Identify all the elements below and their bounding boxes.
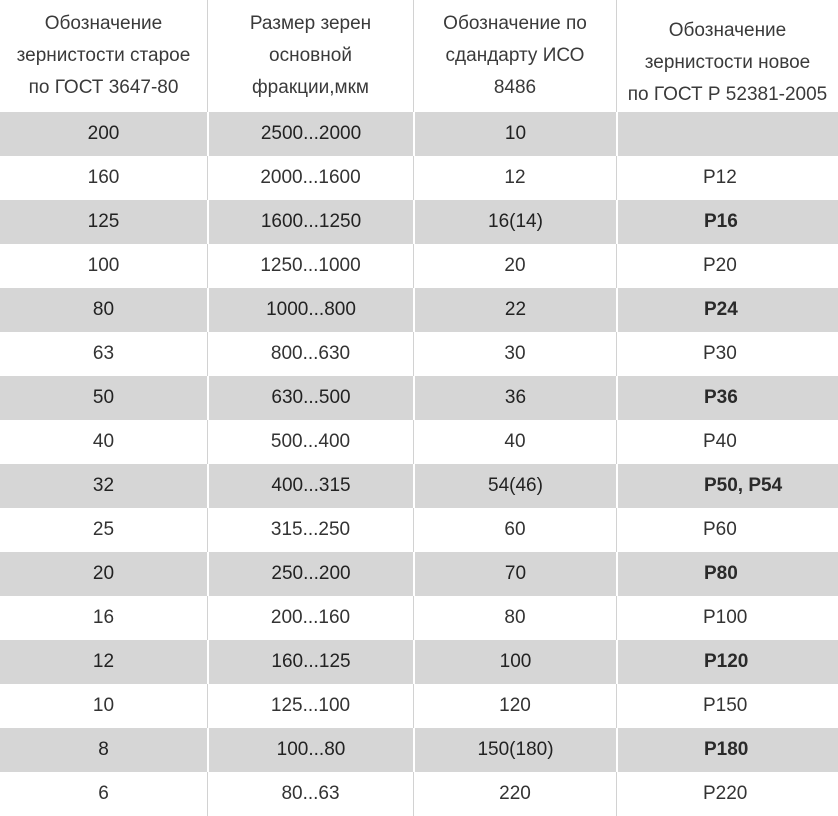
- cell-new-gost: P220: [616, 772, 838, 816]
- cell-iso: 20: [413, 244, 616, 288]
- cell-new-gost: P60: [616, 508, 838, 552]
- cell-old-gost: 63: [92, 343, 115, 364]
- cell-old-gost: 40: [92, 431, 115, 452]
- header-new-gost-text: Обозначение зернистости новое по ГОСТ Р 52381-2005: [627, 20, 828, 105]
- cell-grain-size: 800...630: [207, 332, 413, 376]
- header-iso: [413, 0, 616, 112]
- cell-iso: 10: [413, 112, 616, 156]
- cell-new-gost: P150: [616, 684, 838, 728]
- cell-grain-size: 2500...2000: [207, 112, 413, 156]
- cell-grain-size: 630...500: [207, 376, 413, 420]
- cell-grain-size: 250...200: [207, 552, 413, 596]
- cell-new-gost: P30: [616, 332, 838, 376]
- cell-new-gost: P50, P54: [616, 464, 838, 508]
- cell-iso: 100: [413, 640, 616, 684]
- cell-grain-size: 125...100: [207, 684, 413, 728]
- cell-old-gost: 25: [92, 519, 115, 540]
- cell-new-gost: [616, 112, 838, 156]
- cell-iso: 22: [413, 288, 616, 332]
- cell-old-gost: 50: [0, 376, 207, 420]
- cell-iso: 30: [413, 332, 616, 376]
- cell-new-gost: P100: [616, 596, 838, 640]
- cell-new-gost: P180: [616, 728, 838, 772]
- cell-iso: 16(14): [413, 200, 616, 244]
- cell-old-gost: 10: [92, 695, 115, 716]
- cell-grain-size: 315...250: [207, 508, 413, 552]
- cell-grain-size: 400...315: [207, 464, 413, 508]
- cell-old-gost: 20: [0, 552, 207, 596]
- header-grain-size: [207, 0, 413, 112]
- cell-iso: 120: [413, 684, 616, 728]
- cell-new-gost: P24: [616, 288, 838, 332]
- cell-new-gost: P16: [616, 200, 838, 244]
- header-new-gost: [616, 0, 838, 112]
- cell-grain-size: 2000...1600: [207, 156, 413, 200]
- cell-iso: 36: [413, 376, 616, 420]
- cell-grain-size: 1000...800: [207, 288, 413, 332]
- cell-new-gost: P20: [616, 244, 838, 288]
- header-iso-text: Обозначение по сдандарту ИСО 8486: [443, 13, 587, 98]
- header-old-gost: [0, 0, 207, 112]
- cell-new-gost: P80: [616, 552, 838, 596]
- cell-new-gost: P36: [616, 376, 838, 420]
- cell-iso: 54(46): [413, 464, 616, 508]
- cell-new-gost: P120: [616, 640, 838, 684]
- cell-iso: 40: [413, 420, 616, 464]
- cell-grain-size: 500...400: [207, 420, 413, 464]
- cell-iso: 220: [413, 772, 616, 816]
- header-grain-size-text: Размер зерен основной фракции,мкм: [249, 13, 372, 98]
- cell-old-gost: 8: [0, 728, 207, 772]
- cell-old-gost: 80: [0, 288, 207, 332]
- cell-grain-size: 1600...1250: [207, 200, 413, 244]
- cell-new-gost: P40: [616, 420, 838, 464]
- cell-old-gost: 200: [0, 112, 207, 156]
- cell-old-gost: 160: [87, 167, 120, 188]
- header-old-gost-text: Обозначение зернистости старое по ГОСТ 3647-80: [16, 13, 191, 98]
- cell-grain-size: 100...80: [207, 728, 413, 772]
- cell-old-gost: 12: [0, 640, 207, 684]
- cell-old-gost: 6: [98, 783, 109, 804]
- cell-grain-size: 1250...1000: [207, 244, 413, 288]
- cell-old-gost: 100: [87, 255, 120, 276]
- cell-old-gost: 32: [0, 464, 207, 508]
- cell-old-gost: 16: [92, 607, 115, 628]
- cell-grain-size: 200...160: [207, 596, 413, 640]
- cell-grain-size: 160...125: [207, 640, 413, 684]
- cell-new-gost: P12: [616, 156, 838, 200]
- cell-old-gost: 125: [0, 200, 207, 244]
- cell-iso: 70: [413, 552, 616, 596]
- cell-iso: 150(180): [413, 728, 616, 772]
- cell-grain-size: 80...63: [207, 772, 413, 816]
- cell-iso: 12: [413, 156, 616, 200]
- cell-iso: 60: [413, 508, 616, 552]
- cell-iso: 80: [413, 596, 616, 640]
